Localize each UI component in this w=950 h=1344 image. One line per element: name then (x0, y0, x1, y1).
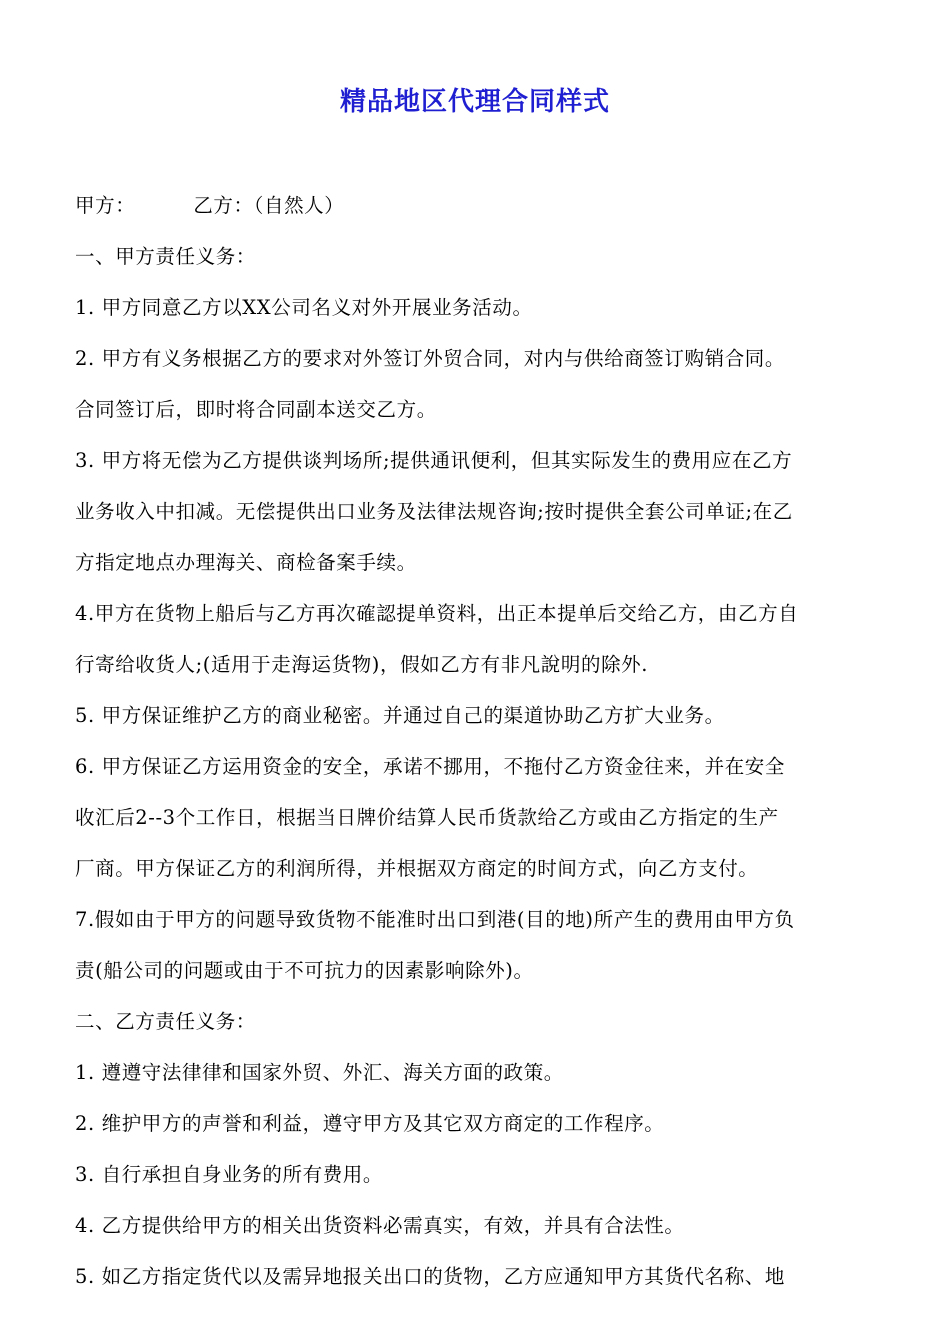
paragraph-line: 责(船公司的问题或由于不可抗力的因素影响除外)。 (75, 959, 534, 982)
paragraph-line: 3. 自行承担自身业务的所有费用。 (75, 1163, 384, 1186)
party-b-label: 乙方：（自然人） (193, 194, 345, 217)
document-title: 精品地区代理合同样式 (339, 87, 610, 117)
paragraph-line: 行寄给收货人;(适用于走海运货物)，假如乙方有非凡說明的除外. (75, 653, 649, 676)
paragraph-line: 方指定地点办理海关、商检备案手续。 (75, 551, 417, 574)
paragraph-line: 5. 如乙方指定货代以及需异地报关出口的货物，乙方应通知甲方其货代名称、地 (75, 1265, 786, 1288)
paragraph-line: 1. 甲方同意乙方以XX公司名义对外开展业务活动。 (75, 296, 533, 319)
paragraph-line: 6. 甲方保证乙方运用资金的安全，承诺不挪用，不拖付乙方资金往来，并在安全 (75, 755, 786, 778)
section-heading-1: 一、甲方责任义务： (75, 245, 256, 268)
paragraph-line: 厂商。甲方保证乙方的利润所得，并根据双方商定的时间方式，向乙方支付。 (75, 857, 759, 880)
paragraph-line: 2. 甲方有义务根据乙方的要求对外签订外贸合同，对内与供给商签订购销合同。 (75, 347, 786, 370)
paragraph-line: 4. 乙方提供给甲方的相关出货资料必需真实，有效，并具有合法性。 (75, 1214, 685, 1237)
paragraph-line: 3. 甲方将无偿为乙方提供谈判场所;提供通讯便利，但其实际发生的费用应在乙方 (75, 449, 793, 472)
paragraph-line: 收汇后2--3个工作日，根据当日牌价结算人民币货款给乙方或由乙方指定的生产 (75, 806, 779, 829)
section-heading-2: 二、乙方责任义务： (75, 1010, 256, 1033)
paragraph-line: 合同签订后，即时将合同副本送交乙方。 (75, 398, 437, 421)
paragraph-line: 业务收入中扣减。无偿提供出口业务及法律法规咨询;按时提供全套公司单证;在乙 (75, 500, 793, 523)
paragraph-line: 4.甲方在货物上船后与乙方再次確認提单资料，出正本提单后交给乙方，由乙方自 (75, 602, 799, 625)
parties-line (75, 180, 881, 231)
party-a-label: 甲方： (75, 194, 136, 217)
paragraph-line: 1. 遵遵守法律律和国家外贸、外汇、海关方面的政策。 (75, 1061, 564, 1084)
paragraph-line: 7.假如由于甲方的问题导致货物不能准时出口到港(目的地)所产生的费用由甲方负 (75, 908, 795, 931)
paragraph-line: 5. 甲方保证维护乙方的商业秘密。并通过自己的渠道协助乙方扩大业务。 (75, 704, 725, 727)
paragraph-line: 2. 维护甲方的声誉和利益，遵守甲方及其它双方商定的工作程序。 (75, 1112, 665, 1135)
document-body (75, 180, 881, 1302)
